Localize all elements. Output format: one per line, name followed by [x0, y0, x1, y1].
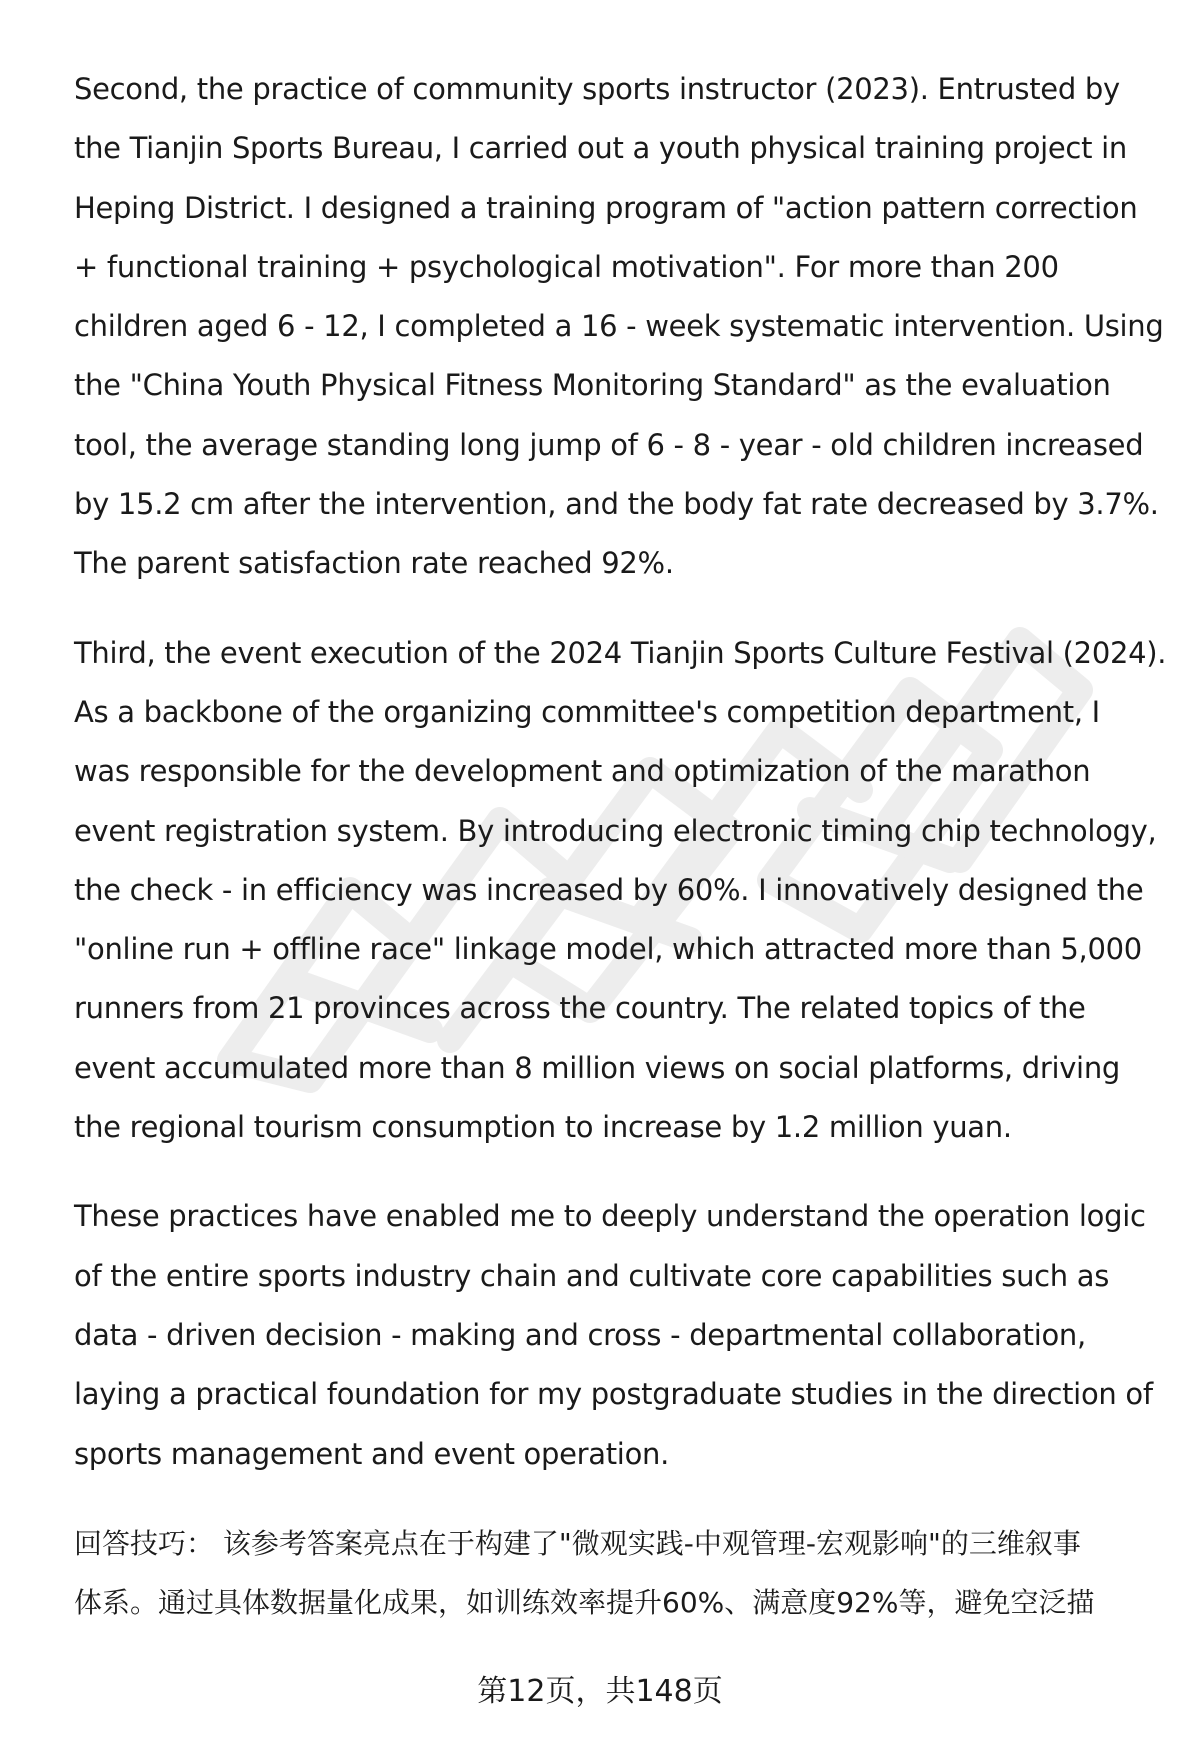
main-content [74, 60, 1167, 1662]
paragraph-conclusion [74, 1187, 1154, 1483]
text-line: of the entire sports industry chain and cultivate core capabilities such as [74, 1258, 1110, 1293]
tips-line: 回答技巧： 该参考答案亮点在于构建了"微观实践-中观管理-宏观影响"的三维叙事 [74, 1526, 1081, 1560]
paragraph-culture-festival [74, 624, 1167, 1158]
text-line: the regional tourism consumption to increase by 1.2 million yuan. [74, 1110, 1012, 1145]
text-line: + functional training + psychological motivation". For more than 200 [74, 249, 1059, 284]
text-line: Second, the practice of community sports instructor (2023). Entrusted by [74, 72, 1120, 106]
text-line: Third, the event execution of the 2024 Tianjin Sports Culture Festival (2024). [74, 635, 1167, 670]
text-line: the Tianjin Sports Bureau, I carried out a youth physical training project in [74, 131, 1127, 166]
text-line: Heping District. I designed a training program of "action pattern correction [74, 190, 1138, 225]
text-line: As a backbone of the organizing committee's competition department, I [74, 694, 1100, 729]
text-line: runners from 21 provinces across the country. The related topics of the [74, 991, 1086, 1026]
text-line: The parent satisfaction rate reached 92%. [74, 546, 674, 581]
text-line: event accumulated more than 8 million views on social platforms, driving [74, 1050, 1121, 1085]
text-line: These practices have enabled me to deeply understand the operation logic [74, 1199, 1146, 1234]
text-line: the "China Youth Physical Fitness Monitoring Standard" as the evaluation [74, 368, 1111, 403]
text-line: the check - in efficiency was increased by 60%. I innovatively designed the [74, 872, 1144, 907]
text-line: event registration system. By introducing electronic timing chip technology, [74, 813, 1157, 848]
text-line: "online run + offline race" linkage model, which attracted more than 5,000 [74, 932, 1142, 967]
text-line: data - driven decision - making and cross - departmental collaboration, [74, 1317, 1086, 1352]
text-line: by 15.2 cm after the intervention, and the body fat rate decreased by 3.7%. [74, 487, 1159, 522]
text-line: tool, the average standing long jump of 6 - 8 - year - old children increased [74, 427, 1144, 462]
text-line: children aged 6 - 12, I completed a 16 - week systematic intervention. Using [74, 309, 1164, 344]
tips-line: 体系。通过具体数据量化成果，如训练效率提升60%、满意度92%等，避免空泛描 [74, 1586, 1095, 1620]
text-line: sports management and event operation. [74, 1436, 670, 1471]
paragraph-community-instructor [74, 60, 1164, 594]
text-line: was responsible for the development and optimization of the marathon [74, 754, 1091, 789]
page-number: 第12页，共148页 [477, 1674, 723, 1709]
answer-tips [74, 1514, 1154, 1633]
text-line: laying a practical foundation for my postgraduate studies in the direction of [74, 1377, 1153, 1412]
